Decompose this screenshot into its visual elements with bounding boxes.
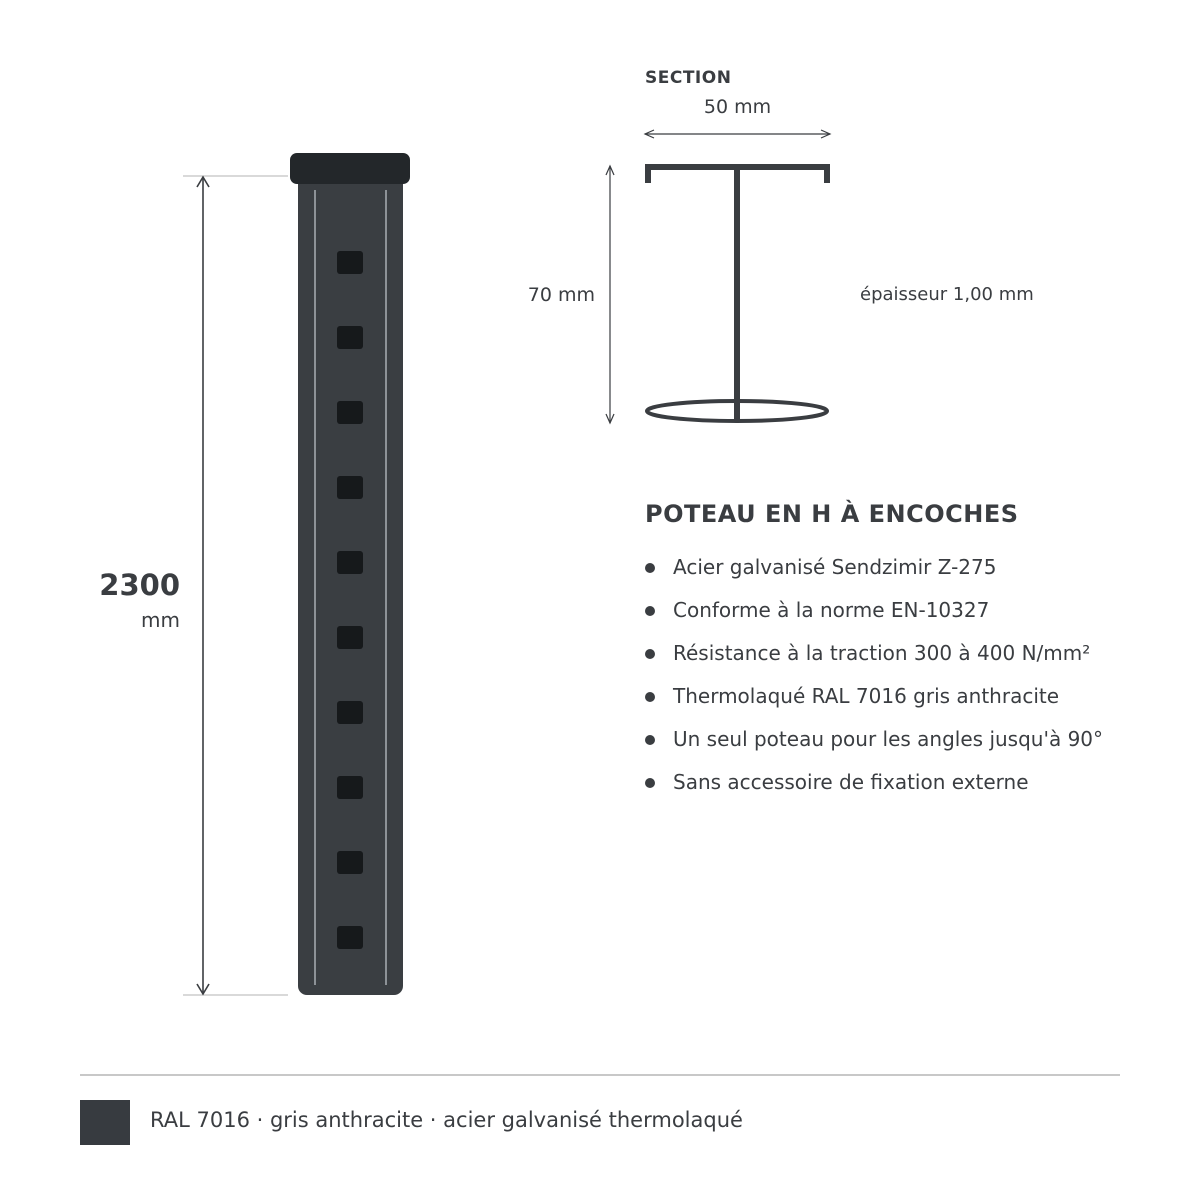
feature-item [645, 589, 1103, 632]
bullet-icon [645, 563, 655, 573]
feature-text: Thermolaqué RAL 7016 gris anthracite [673, 684, 1060, 708]
product-title: POTEAU EN H À ENCOCHES [645, 500, 1019, 528]
bullet-icon [645, 778, 655, 788]
section-thickness-label: épaisseur 1,00 mm [860, 284, 1034, 305]
height-value: 2300 [99, 568, 180, 602]
footer-text: RAL 7016 · gris anthracite · acier galvanisé thermolaqué [150, 1108, 743, 1132]
bullet-icon [645, 692, 655, 702]
bullet-icon [645, 735, 655, 745]
footer-divider [80, 1074, 1120, 1076]
feature-text: Conforme à la norme EN-10327 [673, 598, 990, 622]
feature-text: Sans accessoire de fixation externe [673, 770, 1029, 794]
feature-list [645, 546, 1103, 804]
section-width-dimension [645, 130, 830, 138]
h-profile-shape [647, 167, 827, 421]
feature-item [645, 718, 1103, 761]
feature-item [645, 675, 1103, 718]
bullet-icon [645, 649, 655, 659]
section-height-label: 70 mm [527, 284, 595, 306]
section-title: SECTION [645, 68, 732, 88]
feature-text: Acier galvanisé Sendzimir Z-275 [673, 555, 997, 579]
section-width-label: 50 mm [703, 96, 772, 118]
feature-text: Un seul poteau pour les angles jusqu'à 90° [673, 727, 1104, 751]
height-unit: mm [141, 608, 180, 632]
color-swatch [80, 1100, 130, 1145]
feature-item [645, 546, 1103, 589]
feature-item [645, 761, 1103, 804]
section-height-dimension [606, 166, 614, 423]
bullet-icon [645, 606, 655, 616]
feature-item [645, 632, 1103, 675]
feature-text: Résistance à la traction 300 à 400 N/mm² [673, 641, 1091, 665]
